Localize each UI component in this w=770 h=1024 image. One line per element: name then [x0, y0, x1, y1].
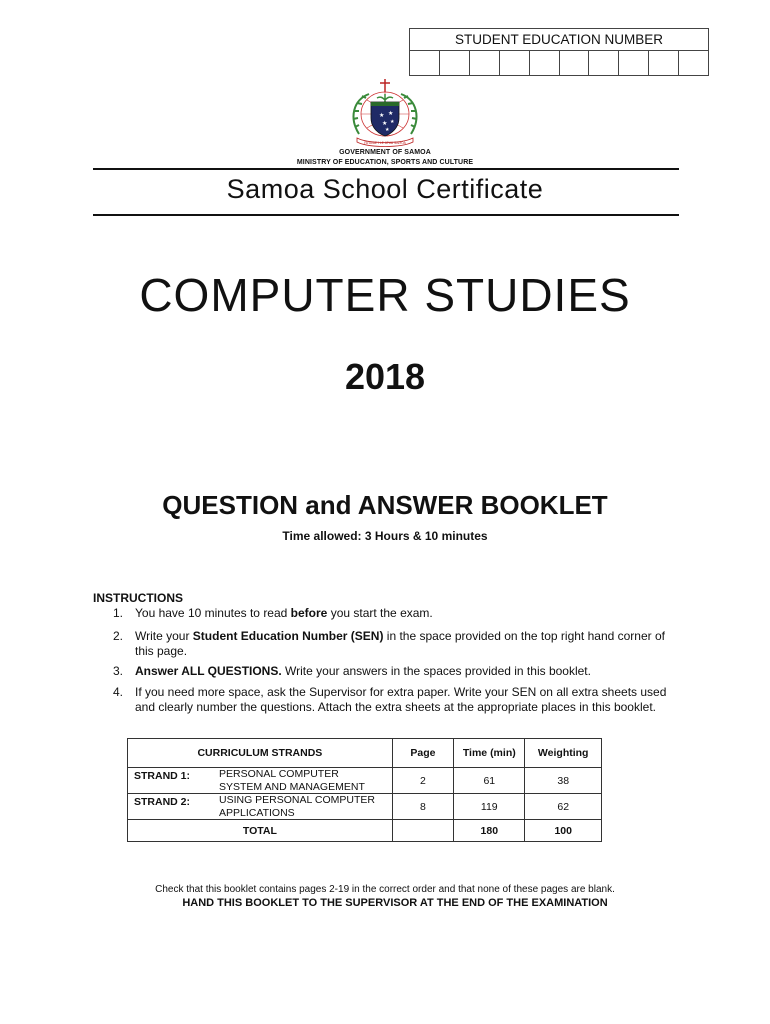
weighting-cell: 38	[525, 768, 602, 794]
strand-cell	[128, 768, 393, 794]
table-row	[128, 768, 602, 794]
weighting-cell: 62	[525, 794, 602, 820]
sen-box	[409, 28, 709, 76]
total-row	[128, 820, 602, 842]
time-allowed: Time allowed: 3 Hours & 10 minutes	[282, 529, 488, 543]
instruction-item: 1. You have 10 minutes to read before you start the exam.	[113, 606, 433, 620]
table-header-row	[128, 739, 602, 768]
total-time: 180	[454, 820, 525, 842]
header-strands: CURRICULUM STRANDS	[128, 739, 393, 768]
sen-digit-cell[interactable]	[530, 50, 560, 75]
certificate-title: Samoa School Certificate	[226, 174, 544, 204]
header-page: Page	[392, 739, 453, 768]
strand-cell	[128, 794, 393, 820]
strand-description: PERSONAL COMPUTER SYSTEM AND MANAGEMENT	[219, 768, 365, 793]
svg-text:★: ★	[388, 110, 394, 117]
strand-label: STRAND 2:	[134, 796, 191, 808]
sen-digit-cell[interactable]	[679, 50, 708, 75]
time-cell: 61	[454, 768, 525, 794]
instructions-heading: INSTRUCTIONS	[93, 591, 183, 605]
instruction-item: 3. Answer ALL QUESTIONS. Write your answers in the spaces provided in this booklet.	[113, 664, 591, 678]
header-time: Time (min)	[454, 739, 525, 768]
time-cell: 119	[454, 794, 525, 820]
sen-digit-cell[interactable]	[589, 50, 619, 75]
table-row	[128, 794, 602, 820]
samoa-coat-of-arms-icon	[339, 78, 431, 150]
strand-description: USING PERSONAL COMPUTER APPLICATIONS	[219, 794, 375, 819]
strand-label: STRAND 1:	[134, 770, 191, 782]
svg-text:★: ★	[390, 119, 395, 125]
booklet-type: QUESTION and ANSWER BOOKLET	[162, 490, 608, 520]
page-check-note: Check that this booklet contains pages 2-19 in the correct order and that none of these pages are blank.	[155, 884, 615, 895]
exam-year: 2018	[344, 356, 426, 397]
sen-digit-cell[interactable]	[649, 50, 679, 75]
header-weighting: Weighting	[525, 739, 602, 768]
government-name: GOVERNMENT OF SAMOA	[339, 149, 431, 156]
ministry-name: MINISTRY OF EDUCATION, SPORTS AND CULTURE	[296, 159, 474, 166]
sen-digit-cell[interactable]	[470, 50, 500, 75]
svg-text:★: ★	[379, 112, 385, 119]
total-weighting: 100	[525, 820, 602, 842]
svg-text:★: ★	[385, 127, 390, 133]
sen-digit-cell[interactable]	[619, 50, 649, 75]
sen-label: STUDENT EDUCATION NUMBER	[410, 29, 708, 51]
total-page	[392, 820, 453, 842]
sen-digit-cell[interactable]	[560, 50, 590, 75]
title-divider	[93, 214, 679, 216]
total-label: TOTAL	[128, 820, 393, 842]
subject-title: COMPUTER STUDIES	[139, 269, 631, 321]
curriculum-strands-table	[127, 738, 602, 842]
sen-digit-cell[interactable]	[440, 50, 470, 75]
top-divider	[93, 168, 679, 170]
page-cell: 2	[392, 768, 453, 794]
instruction-item: 2. Write your Student Education Number (SEN) in the space provided on the top right hand corner of this page.	[113, 629, 665, 658]
sen-digit-cell[interactable]	[410, 50, 440, 75]
hand-in-note: HAND THIS BOOKLET TO THE SUPERVISOR AT THE END OF THE EXAMINATION	[182, 897, 608, 909]
sen-cells	[410, 50, 708, 75]
instruction-item: 4. If you need more space, ask the Supervisor for extra paper. Write your SEN on all extra sheets used and clearly number the questions. Attach the extra sheets at the appropriate places in this booklet.	[113, 685, 667, 714]
sen-digit-cell[interactable]	[500, 50, 530, 75]
svg-text:★: ★	[382, 120, 388, 127]
crest-motto: FA'AVAE I LE ATUA SAMOA	[364, 141, 406, 145]
page-cell: 8	[392, 794, 453, 820]
